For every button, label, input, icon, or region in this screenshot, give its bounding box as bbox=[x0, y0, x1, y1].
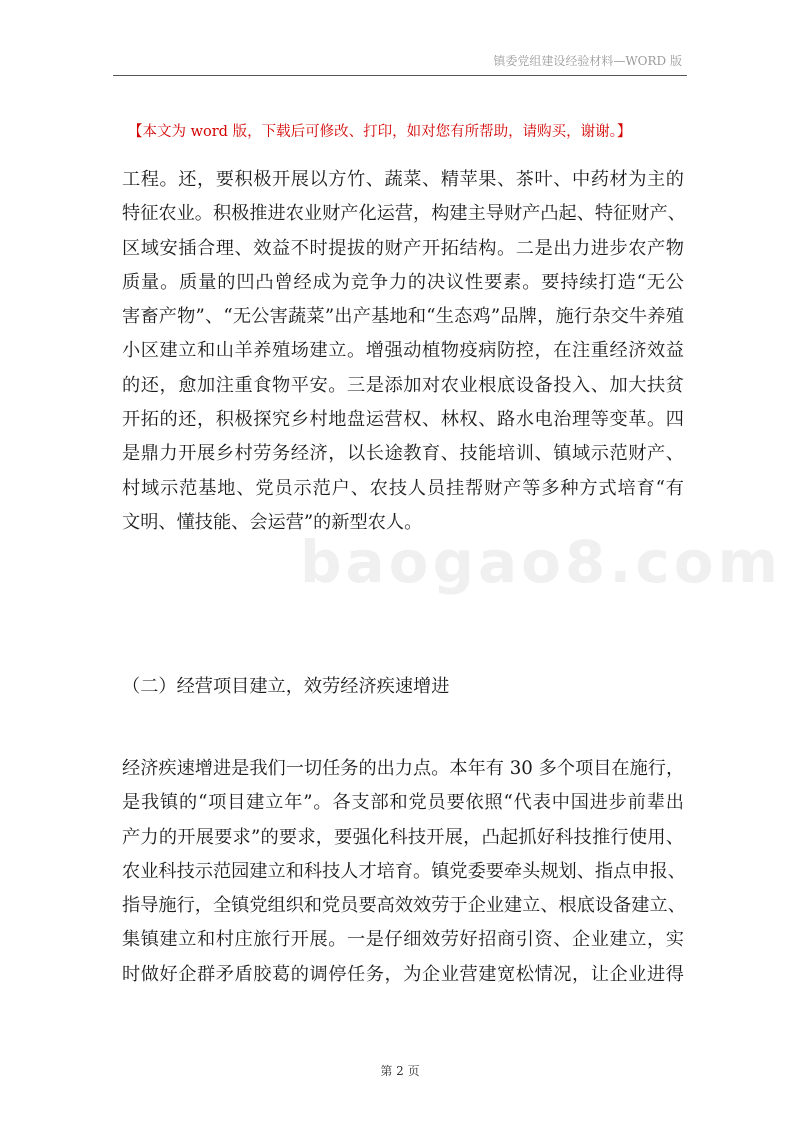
paragraph-line: 村域示范基地、党员示范户、农技人员挂帮财产等多种方式培育“有 bbox=[122, 477, 684, 499]
paragraph-line: 工程。还，要积极开展以方竹、蔬菜、精苹果、茶叶、中药材为主的 bbox=[122, 169, 684, 190]
section-heading: （二）经营项目建立，效劳经济疾速增进 bbox=[122, 676, 450, 697]
paragraph-line: 开拓的还，积极探究乡村地盘运营权、林权、路水电治理等变革。四 bbox=[122, 409, 684, 431]
paragraph-line: 是鼎力开展乡村劳务经济，以长途教育、技能培训、镇域示范财产、 bbox=[122, 443, 684, 465]
paragraph-line: 文明、懂技能、会运营”的新型农人。 bbox=[122, 511, 423, 533]
paragraph-line: 产力的开展要求”的要求，要强化科技开展，凸起抓好科技推行使用、 bbox=[122, 826, 684, 848]
paragraph-line: 特征农业。积极推进农业财产化运营，构建主导财产凸起、特征财产、 bbox=[122, 203, 686, 225]
paragraph-line: 集镇建立和村庄旅行开展。一是仔细效劳好招商引资、企业建立，实 bbox=[122, 929, 684, 951]
paragraph-line: 时做好企群矛盾胶葛的调停任务，为企业营建宽松情况，让企业进得 bbox=[122, 963, 684, 985]
paragraph-line: 农业科技示范园建立和科技人才培育。镇党委要牵头规划、指点申报、 bbox=[122, 860, 686, 882]
paragraph-line: 是我镇的“项目建立年”。各支部和党员要依照“代表中国进步前辈出 bbox=[122, 792, 684, 814]
watermark: baogao8.com bbox=[300, 528, 783, 596]
page-number: 第 2 页 bbox=[380, 1064, 420, 1078]
paragraph-line: 区域安插合理、效益不时提拔的财产开拓结构。二是出力进步农产物 bbox=[122, 237, 684, 259]
body-paragraph-1 bbox=[122, 163, 684, 540]
body-paragraph-2 bbox=[122, 752, 684, 992]
paragraph-line: 质量。质量的凹凸曾经成为竞争力的决议性要素。要持续打造“无公 bbox=[122, 271, 684, 293]
paragraph-line: 小区建立和山羊养殖场建立。增强动植物疫病防控，在注重经济效益 bbox=[122, 340, 684, 362]
header-divider bbox=[113, 75, 687, 76]
paragraph-line: 害畜产物”、“无公害蔬菜”出产基地和“生态鸡”品牌，施行杂交牛养殖 bbox=[122, 306, 684, 328]
document-header-title: 镇委党组建设经验材料—WORD 版 bbox=[493, 54, 682, 68]
paragraph-line: 经济疾速增进是我们一切任务的出力点。本年有 30 多个项目在施行， bbox=[122, 758, 685, 779]
download-notice: 【本文为 word 版，下载后可修改、打印，如对您有所帮助，请购买，谢谢。】 bbox=[128, 124, 632, 140]
paragraph-line: 指导施行，全镇党组织和党员要高效效劳于企业建立、根底设备建立、 bbox=[122, 895, 686, 917]
paragraph-line: 的还，愈加注重食物平安。三是添加对农业根底设备投入、加大扶贫 bbox=[122, 374, 684, 396]
